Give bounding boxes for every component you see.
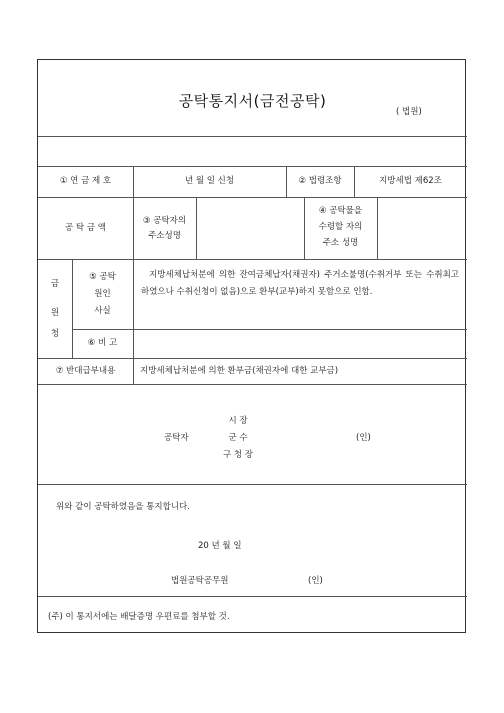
divider xyxy=(38,259,467,260)
section-label-geum: 금 xyxy=(50,279,60,289)
cause-description: 지방세체납처분에 의한 잔여금체납자(채권자) 주거소불명(수취거부 또는 수취최고하였으나 수취신청이 없음)으로 환부(교부)하지 못함으로 인함. xyxy=(141,270,459,297)
divider xyxy=(38,384,467,385)
mayor-title: 시 장 xyxy=(228,416,248,426)
deposit-no-label: ① 연 금 제 호 xyxy=(59,176,112,186)
application-date: 년 월 일 신청 xyxy=(184,176,235,186)
officer-seal: (인) xyxy=(308,576,323,586)
county-head-title: 군 수 xyxy=(228,433,248,443)
footnote: (주) 이 통지서에는 배달증명 우편료를 첨부할 것. xyxy=(48,612,230,622)
officer-label: 법원공탁공무원 xyxy=(171,576,229,586)
remarks-label: ⑥ 비 고 xyxy=(87,338,118,348)
divider xyxy=(38,596,467,597)
divider xyxy=(38,136,467,137)
law-clause-value: 지방세법 제62조 xyxy=(379,176,442,186)
divider xyxy=(38,166,467,167)
divider xyxy=(72,329,467,330)
divider xyxy=(38,197,467,198)
district-head-title: 구 청 장 xyxy=(222,450,254,460)
section-label-cheong: 청 xyxy=(50,329,60,339)
notice-date: 20 년 월 일 xyxy=(198,541,242,551)
receiver-label-line2: 수령할 자의 xyxy=(318,222,363,232)
notice-text: 위와 같이 공탁하였음을 통지합니다. xyxy=(56,502,190,512)
receiver-label-line1: ④ 공탁물을 xyxy=(318,206,363,216)
deposit-notice-form xyxy=(37,59,466,633)
depositor-label: 공탁자 xyxy=(164,433,189,443)
section-label-won: 원 xyxy=(50,308,60,318)
depositor-label-line1: ③ 공탁자의 xyxy=(142,216,187,226)
form-title: 공탁통지서(금전공탁) xyxy=(178,92,327,110)
divider xyxy=(38,358,467,359)
law-clause-label: ② 법령조항 xyxy=(298,176,342,186)
counter-performance-label: ⑦ 반대급부내용 xyxy=(55,366,116,376)
divider xyxy=(38,484,467,485)
cause-label-line2: 원인 xyxy=(94,289,111,299)
counter-performance-value: 지방세체납처분에 의한 환부금(채권자에 대한 교부금) xyxy=(140,366,339,376)
deposit-amount-label: 공 탁 금 액 xyxy=(65,223,106,233)
depositor-label-line2: 주소성명 xyxy=(148,231,181,241)
cause-label-line3: 사실 xyxy=(94,306,111,316)
depositor-seal: (인) xyxy=(356,433,371,443)
receiver-label-line3: 주소 성명 xyxy=(322,238,359,248)
court-name: ( 법원) xyxy=(396,107,422,117)
cause-label-line1: ⑤ 공탁 xyxy=(89,272,116,282)
